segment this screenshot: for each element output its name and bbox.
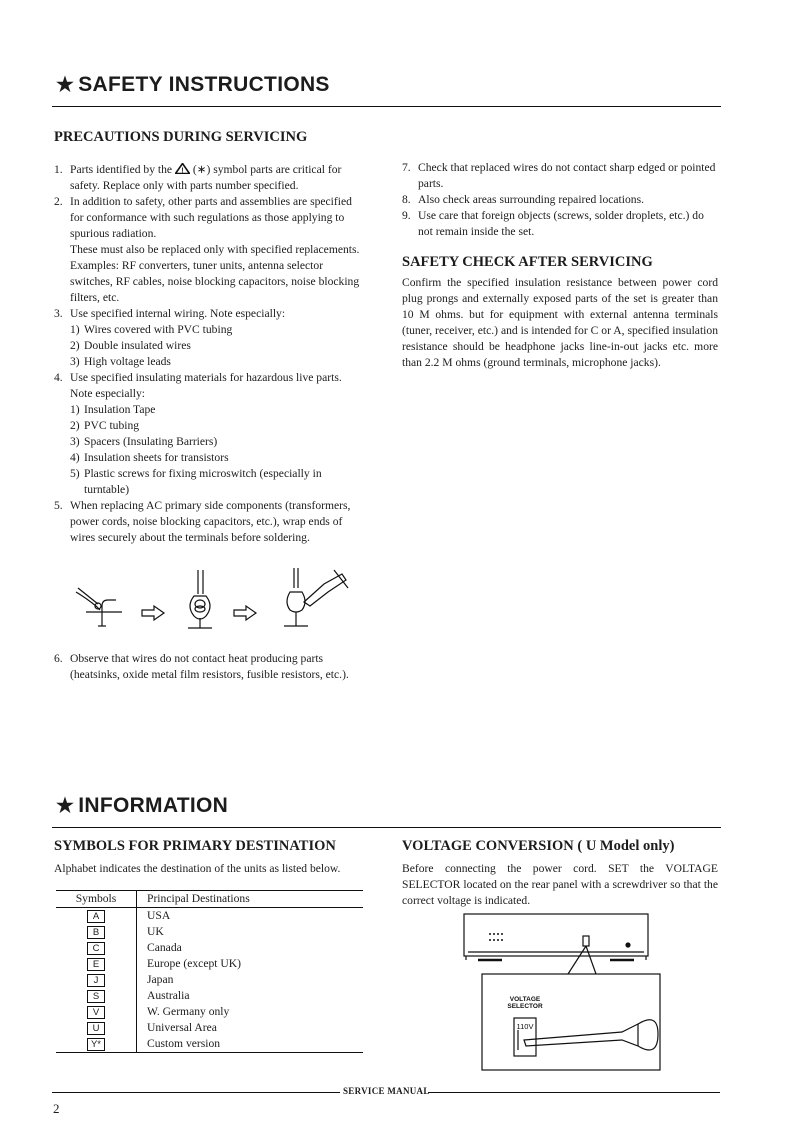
list-item: 5. When replacing AC primary side components (transformers, power cords, noise blocking capacitors, etc.), wrap ends of wires securely about the terminals before soldering.	[54, 499, 351, 544]
list-item: 1. Parts identified by the ! (∗) symbol parts are critical for safety. Replace only with parts number specified.	[54, 163, 342, 192]
destination-symbol: S	[87, 990, 105, 1003]
footer-label: SERVICE MANUAL	[343, 1086, 430, 1096]
precautions-heading: PRECAUTIONS DURING SERVICING	[54, 129, 308, 145]
destination-name: Japan	[147, 973, 174, 986]
voltage-selector-illustration	[462, 912, 662, 1072]
symbols-heading: SYMBOLS FOR PRIMARY DESTINATION	[54, 838, 336, 854]
symbols-intro: Alphabet indicates the destination of the units as listed below.	[54, 862, 341, 875]
destination-symbol: Y*	[87, 1038, 105, 1051]
list-item: 9. Use care that foreign objects (screws, solder droplets, etc.) do not remain inside the set.	[402, 209, 704, 238]
sub-list-item: 4) Insulation sheets for transistors	[70, 451, 229, 464]
list-item: 2. In addition to safety, other parts and assemblies are specified for conformance with such regulations as those applying to spurious radiation. These must also be replaced only with specified replacements. Examples: RF converters, tuner units, antenna selector switches, RF cables, noise blocking capacitors, noise blocking filters, etc.	[54, 195, 360, 304]
destination-name: Europe (except UK)	[147, 957, 241, 970]
information-title-rule	[52, 827, 721, 828]
destination-name: UK	[147, 925, 164, 938]
table-row	[56, 1036, 363, 1052]
wire-wrapping-illustration	[72, 566, 352, 634]
column-header-destinations: Principal Destinations	[137, 891, 364, 908]
list-item: 8. Also check areas surrounding repaired locations.	[402, 193, 644, 206]
destination-symbol: U	[87, 1022, 105, 1035]
table-row	[56, 1004, 363, 1020]
sub-list-item: 1) Insulation Tape	[70, 403, 156, 416]
destination-name: Australia	[147, 989, 190, 1002]
precautions-list-right	[402, 160, 718, 240]
destination-symbol: C	[87, 942, 105, 955]
page-number: 2	[53, 1101, 60, 1116]
star-icon: ★	[56, 74, 75, 96]
table-row	[56, 908, 363, 925]
voltage-heading: VOLTAGE CONVERSION ( U Model only)	[402, 838, 675, 854]
destination-symbol: A	[87, 910, 105, 923]
table-header-row	[56, 891, 363, 908]
destination-symbol: J	[87, 974, 105, 987]
table-row	[56, 940, 363, 956]
precautions-list-left	[54, 162, 366, 546]
destination-symbol: B	[87, 926, 105, 939]
destination-name: Universal Area	[147, 1021, 217, 1034]
safety-title: ★ SAFETY INSTRUCTIONS	[56, 73, 330, 96]
list-item: 6. Observe that wires do not contact heat producing parts (heatsinks, oxide metal film resistors, fusible resistors, etc.).	[54, 652, 349, 681]
sub-list-item: 3) Spacers (Insulating Barriers)	[70, 435, 218, 448]
table-row	[56, 988, 363, 1004]
destination-name: Custom version	[147, 1037, 221, 1050]
destination-name: W. Germany only	[147, 1005, 230, 1018]
selector-label-line1: VOLTAGE	[509, 996, 541, 1003]
list-item: 7. Check that replaced wires do not contact sharp edged or pointed parts.	[402, 161, 716, 190]
sub-list-item: 5) Plastic screws for fixing microswitch (especially in turntable)	[70, 467, 322, 496]
destination-symbol: E	[87, 958, 105, 971]
voltage-text: Before connecting the power cord. SET the VOLTAGE SELECTOR located on the rear panel with a screwdriver so that the correct voltage is indicated.	[402, 862, 718, 907]
warning-triangle-icon	[175, 163, 190, 174]
table-row	[56, 972, 363, 988]
safety-check-heading: SAFETY CHECK AFTER SERVICING	[402, 254, 653, 270]
list-item: 3. Use specified internal wiring. Note especially: 1) Wires covered with PVC tubing 2) Double insulated wires 3) High voltage leads	[54, 306, 366, 370]
table-row	[56, 1020, 363, 1036]
safety-title-rule	[52, 106, 721, 107]
sub-list-item: 3) High voltage leads	[70, 355, 171, 368]
destination-name: USA	[147, 909, 171, 922]
table-row	[56, 956, 363, 972]
star-icon: ★	[56, 795, 75, 817]
footer-rule-left	[52, 1092, 340, 1093]
precautions-list-left-bottom	[54, 651, 366, 683]
information-title: ★ INFORMATION	[56, 794, 229, 817]
sub-list-item: 2) Double insulated wires	[70, 339, 191, 352]
selector-value: 110V	[516, 1022, 534, 1031]
destination-symbol: V	[87, 1006, 105, 1019]
sub-list-item: 1) Wires covered with PVC tubing	[70, 323, 233, 336]
selector-label-line2: SELECTOR	[507, 1003, 543, 1010]
column-header-symbols: Symbols	[56, 891, 137, 908]
destination-table	[56, 890, 363, 1053]
footer-rule-right	[428, 1092, 720, 1093]
table-row	[56, 924, 363, 940]
list-item: 4. Use specified insulating materials for hazardous live parts. Note especially: 1) Insulation Tape 2) PVC tubing 3) Spacers (Insulating Barriers) 4) Insulation sheets for transistors 5) Plastic screws for fixing microswitch (especially in turntable)	[54, 370, 366, 498]
sub-list-item: 2) PVC tubing	[70, 419, 140, 432]
svg-text:!: !	[181, 167, 184, 174]
safety-check-text: Confirm the specified insulation resistance between power cord plug prongs and externally exposed parts of the set is greater than 10 M ohms. but for equipment with external antenna terminals (tuner, receiver, etc.) and is intended for C or A, specified insulation resistance should be headphone jacks line-in-out jacks etc. more than 2.2 M ohms (ground terminals, microphone jacks).	[402, 276, 718, 369]
destination-name: Canada	[147, 941, 182, 954]
